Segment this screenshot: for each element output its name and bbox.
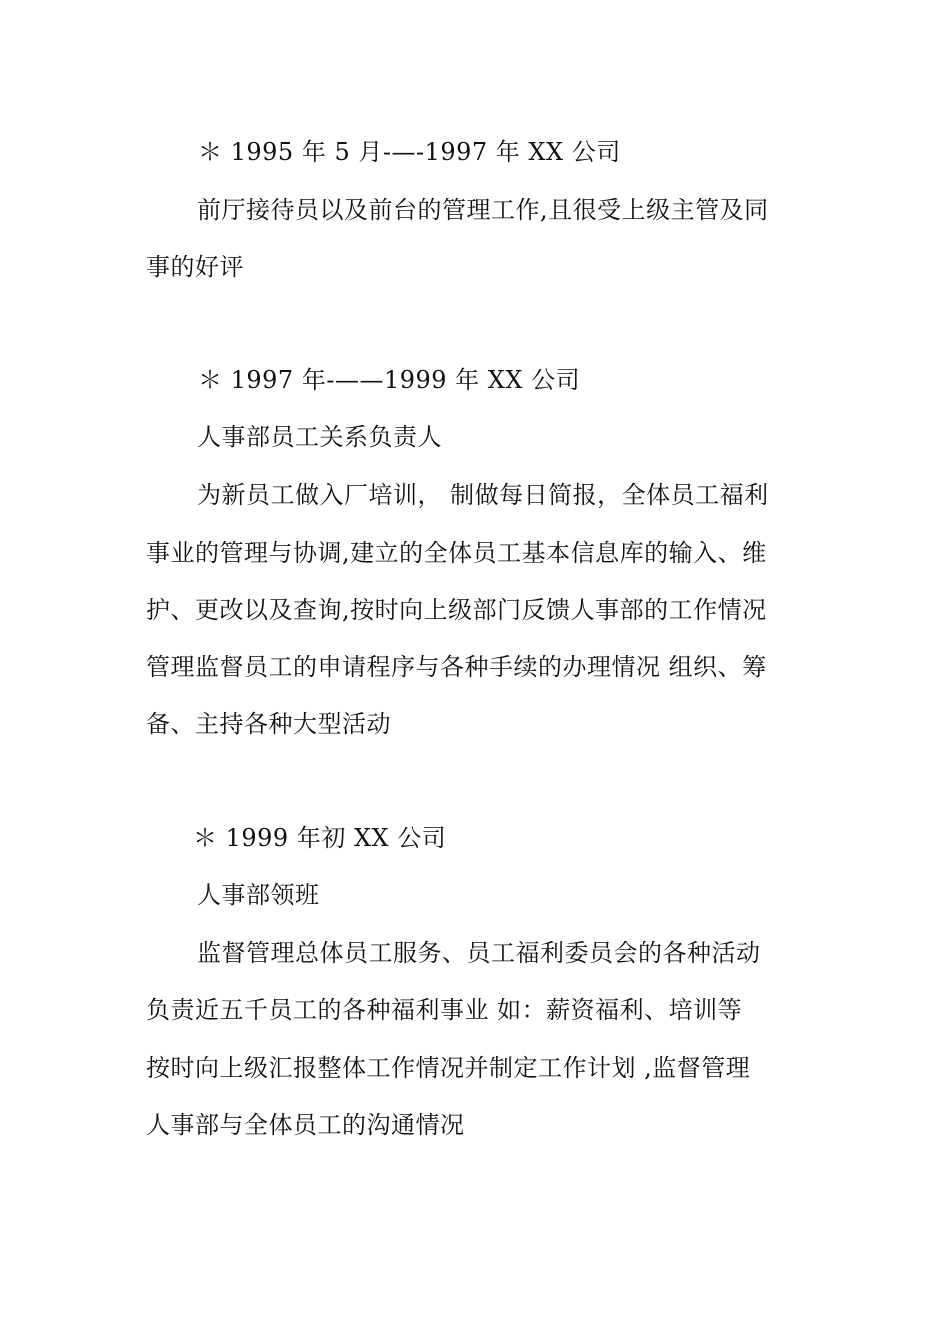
section-1-line-1: 前厅接待员以及前台的管理工作,且很受上级主管及同 bbox=[197, 196, 769, 224]
section-2-line-2: 事业的管理与协调,建立的全体员工基本信息库的输入、维 bbox=[146, 539, 767, 567]
section-3-line-1: 监督管理总体员工服务、员工福利委员会的各种活动 bbox=[197, 939, 761, 967]
section-2-line-3: 护、更改以及查询,按时向上级部门反馈人事部的工作情况 bbox=[146, 596, 767, 624]
section-3-title: 人事部领班 bbox=[197, 881, 320, 909]
section-1-line-2: 事的好评 bbox=[146, 253, 244, 281]
section-3-header: ＊ 1999 年初 XX 公司 bbox=[193, 824, 447, 852]
section-3-line-2: 负责近五千员工的各种福利事业 如：薪资福利、培训等 bbox=[146, 996, 743, 1024]
section-2-title: 人事部员工关系负责人 bbox=[197, 423, 442, 451]
section-2-line-5: 备、主持各种大型活动 bbox=[146, 710, 391, 738]
section-2-header: ＊ 1997 年-——1999 年 XX 公司 bbox=[198, 366, 581, 394]
section-3-line-3: 按时向上级汇报整体工作情况并制定工作计划 ,监督管理 bbox=[146, 1054, 751, 1082]
section-2-line-1: 为新员工做入厂培训， 制做每日简报，全体员工福利 bbox=[197, 481, 769, 509]
section-1-header: ＊ 1995 年 5 月-—-1997 年 XX 公司 bbox=[198, 138, 621, 166]
section-2-line-4: 管理监督员工的申请程序与各种手续的办理情况 组织、筹 bbox=[146, 653, 767, 681]
section-3-line-4: 人事部与全体员工的沟通情况 bbox=[146, 1111, 465, 1139]
